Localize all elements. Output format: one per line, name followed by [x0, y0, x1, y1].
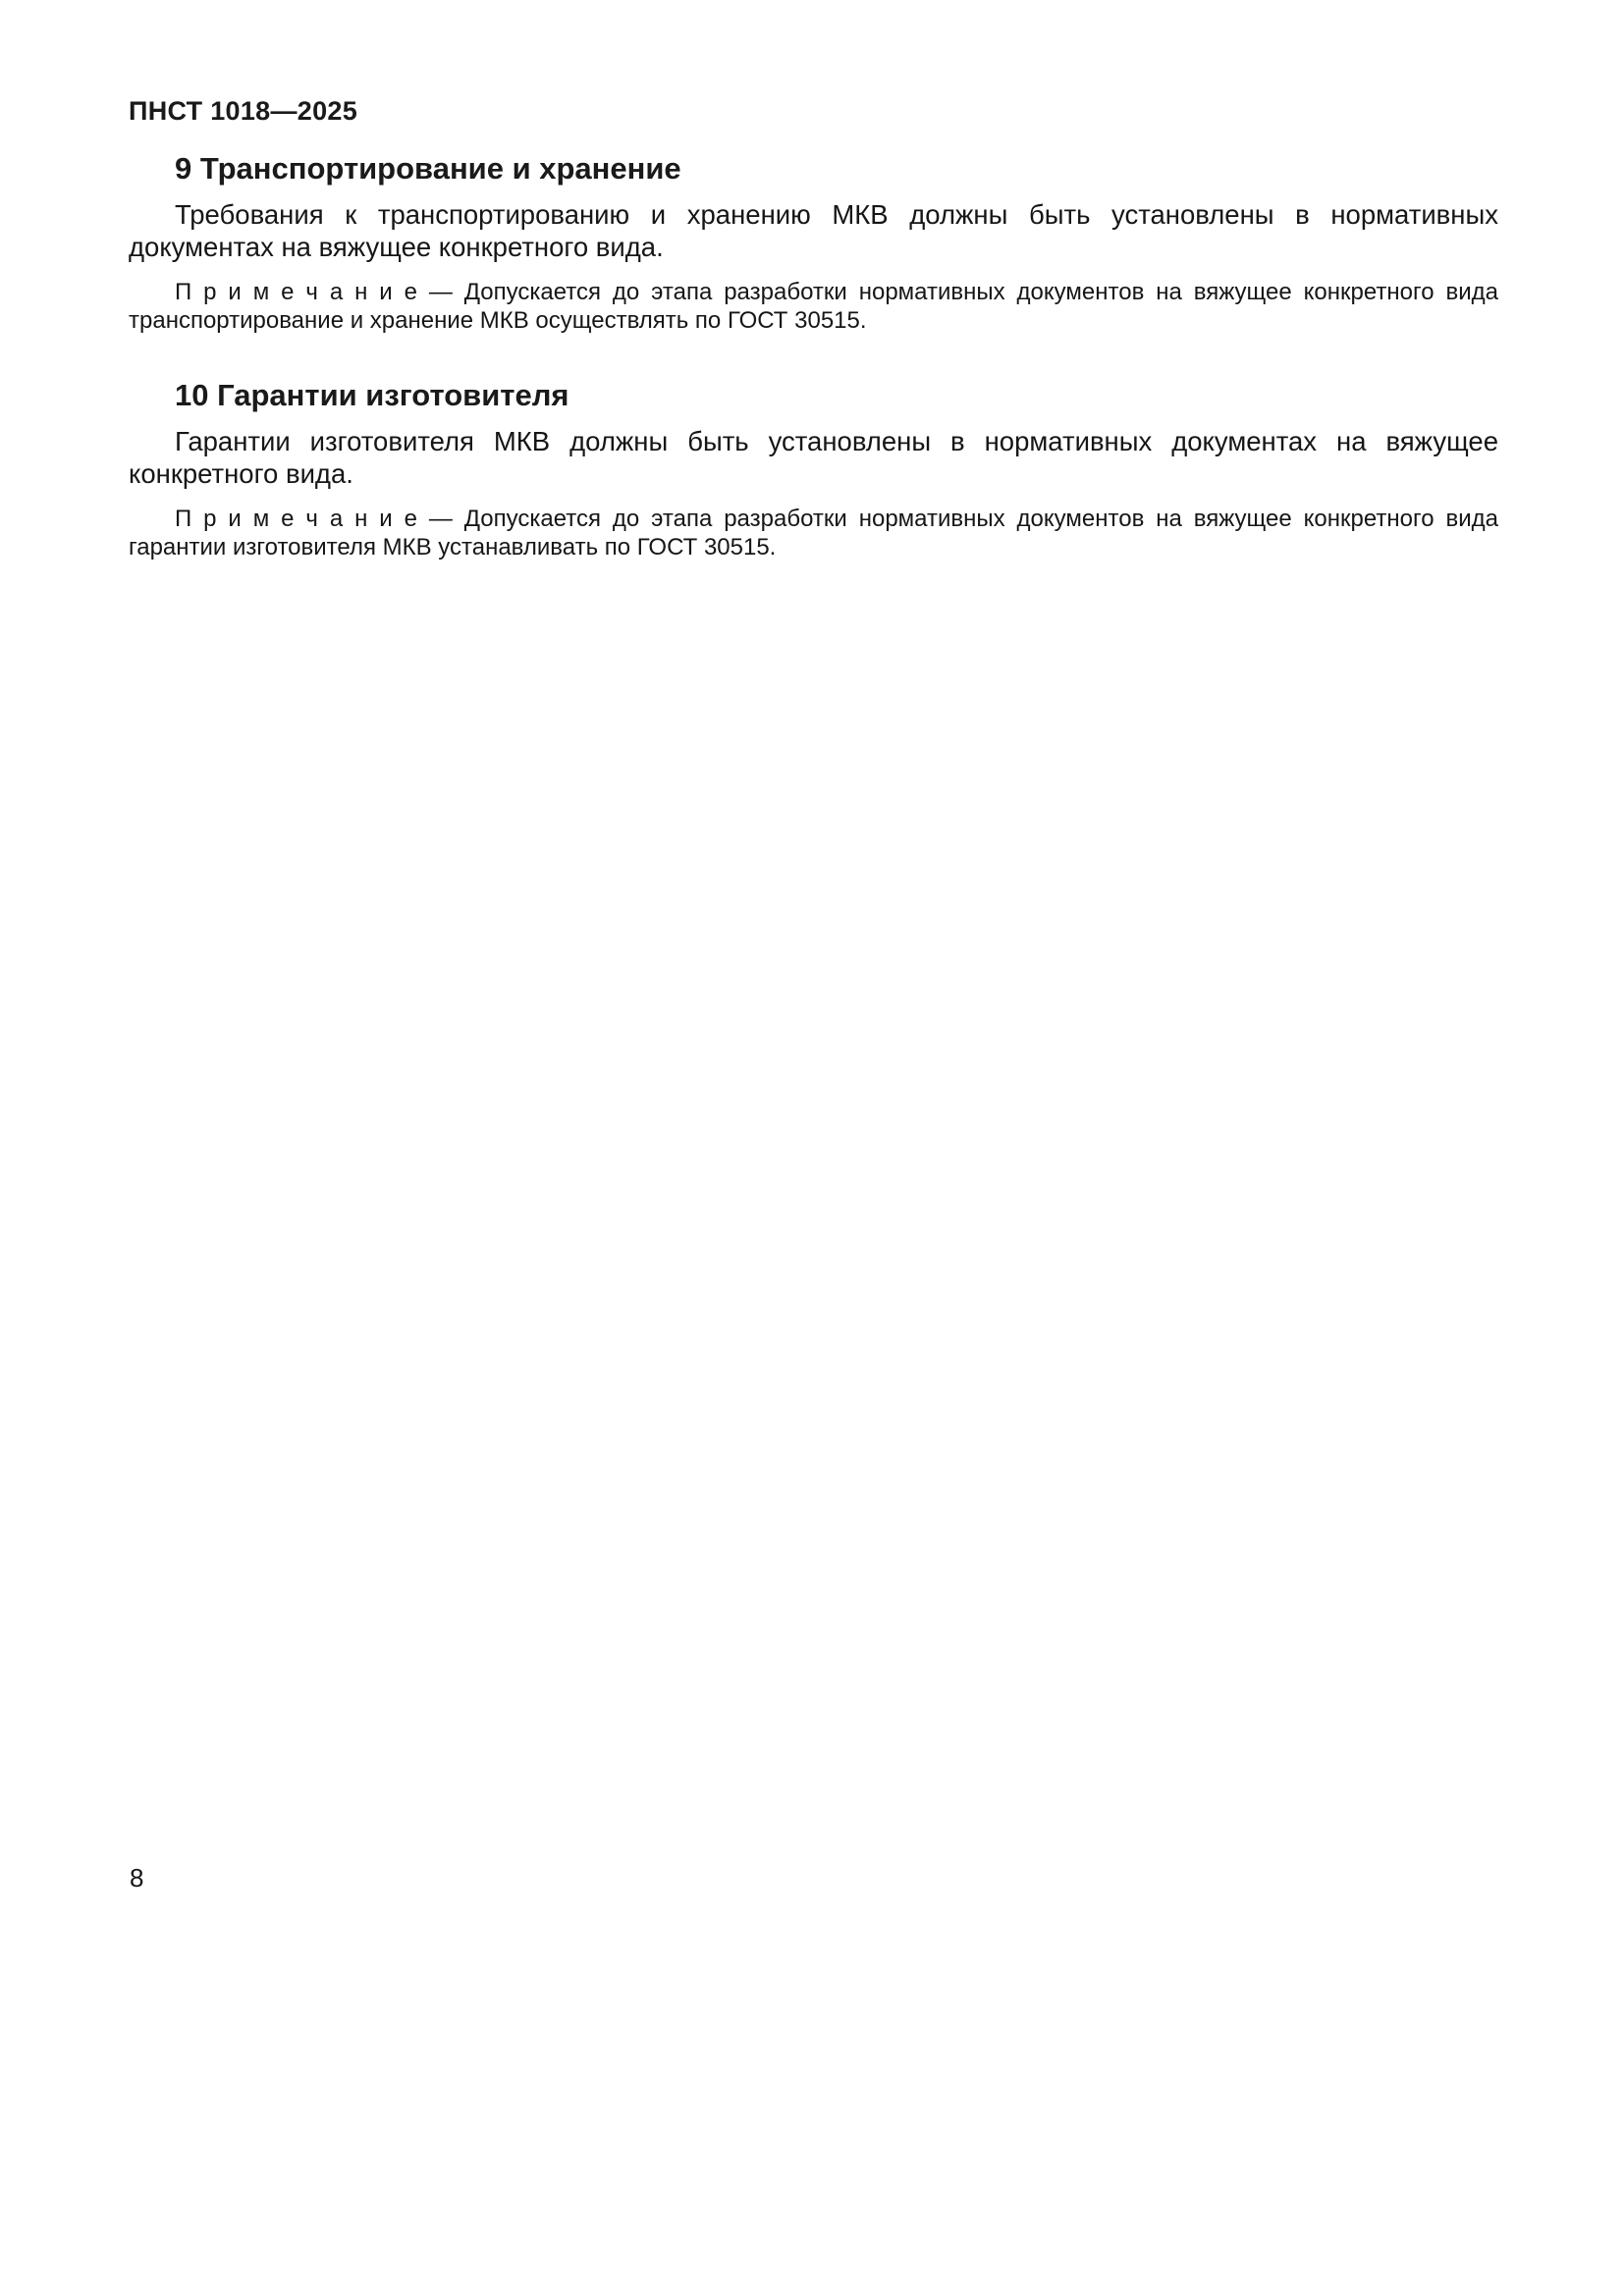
- section-10-note: П р и м е ч а н и е — Допускается до этапа разработки нормативных документов на вяжущее конкретного вида гарантии изготовителя МКВ устанавливать по ГОСТ 30515.: [129, 506, 1498, 561]
- section-10-heading: 10 Гарантии изготовителя: [175, 378, 569, 412]
- page-number: 8: [130, 1863, 144, 1893]
- document-code: ПНСТ 1018—2025: [129, 96, 358, 126]
- section-9-paragraph: Требования к транспортированию и хранению МКВ должны быть установлены в нормативных документах на вяжущее конкретного вида.: [129, 199, 1498, 262]
- section-9-heading: 9 Транспортирование и хранение: [175, 151, 681, 186]
- section-9-note: П р и м е ч а н и е — Допускается до этапа разработки нормативных документов на вяжущее конкретного вида транспортирование и хранение МКВ осуществлять по ГОСТ 30515.: [129, 279, 1498, 334]
- section-10-paragraph: Гарантии изготовителя МКВ должны быть установлены в нормативных документах на вяжущее конкретного вида.: [129, 426, 1498, 489]
